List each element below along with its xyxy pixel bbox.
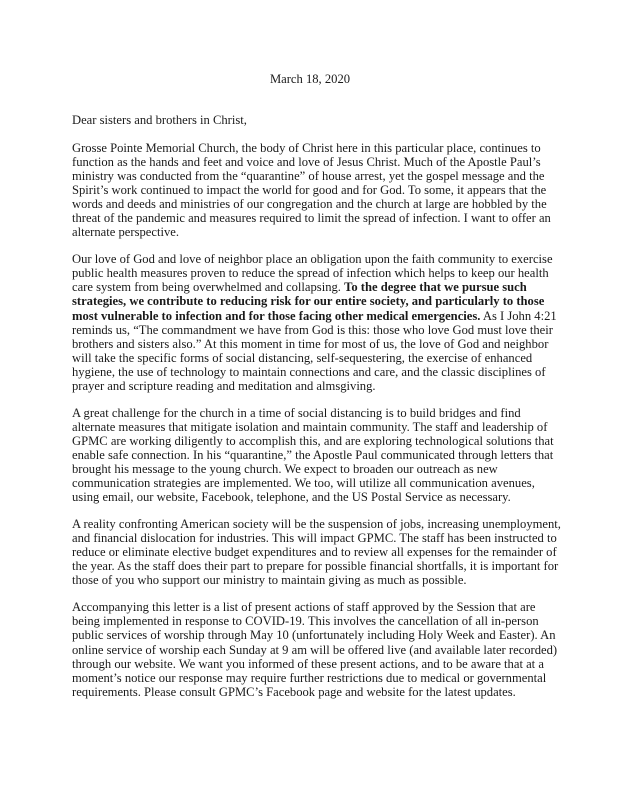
text-line: Accompanying this letter is a list of present actions of staff approved by the Session that are (72, 600, 536, 615)
text-line: online service of worship each Sunday at 9 am will be offered live (and available later recorded) (72, 642, 558, 657)
text-line: those of you who support our ministry to maintain giving as much as possible. (72, 573, 467, 588)
text-line: A reality confronting American society will be the suspension of jobs, increasing unemployment, (72, 517, 561, 532)
text-line: hygiene, the use of technology to maintain connections and care, and the classic disciplines of (72, 364, 546, 379)
paragraph-social-distancing (72, 406, 552, 504)
letter-body (72, 141, 561, 712)
text-line (72, 308, 557, 323)
text-line: ministry was conducted from the “quarantine” of house arrest, yet the gospel message and the (72, 169, 545, 184)
paragraph-financial (72, 517, 561, 588)
text-line (72, 294, 552, 308)
text-line: words and deeds and ministries of our congregation and the church at large are hobbled by the (72, 197, 547, 212)
text-line: communication strategies are implemented. We too, will utilize all communication avenues, (72, 476, 535, 491)
paragraph-actions (72, 600, 558, 699)
text-line: reduce or eliminate elective budget expenditures and to review all expenses for the remainder of (72, 545, 557, 560)
text-line: moment’s notice our response may require further restrictions due to medical or governmental (72, 670, 547, 685)
text-line: and financial dislocation for industries. This will impact GPMC. The staff has been instructed to (72, 531, 557, 546)
text-line: will take the specific forms of social distancing, self-sequestering, the exercise of enhanced (72, 350, 533, 365)
text-line: alternate measures that mitigate isolation and maintain community. The staff and leadership of (72, 419, 548, 434)
text-line: being implemented in response to COVID-19. This involves the cancellation of all in-person (72, 614, 539, 629)
text-line: brought his message to the young church. We expect to broaden our outreach as new (72, 461, 498, 476)
text-line: requirements. Please consult GPMC’s Facebook page and website for the latest updates. (72, 684, 516, 699)
text-line: brothers and sisters also.” At this moment in time for most of us, the love of God and neighbor (72, 336, 549, 351)
text-run: As I John 4:21 (480, 308, 557, 323)
text-line: enable safe connection. In his “quarantine,” the Apostle Paul communicated through letters that (72, 447, 554, 462)
text-line: prayer and scripture reading and meditation and almsgiving. (72, 378, 376, 393)
paragraph-public-health (72, 252, 557, 393)
text-line: function as the hands and feet and voice and love of Jesus Christ. Much of the Apostle Paul’s (72, 155, 541, 170)
text-line: public health measures proven to reduce the spread of infection which helps to keep our health (72, 266, 549, 281)
bold-emphasis: To the degree that we pursue such (344, 280, 527, 295)
text-line: alternate perspective. (72, 225, 179, 240)
text-line: Spirit’s work continued to impact the world for good and for God. To some, it appears that the (72, 183, 547, 198)
text-line: Our love of God and love of neighbor place an obligation upon the faith community to exercise (72, 252, 553, 267)
text-run: care system from being overwhelmed and collapsing. (72, 280, 345, 295)
text-line: threat of the pandemic and measures required to limit the spread of infection. I want to offer an (72, 211, 551, 226)
text-line: A great challenge for the church in a time of social distancing is to build bridges and find (72, 405, 521, 420)
bold-emphasis: strategies, we contribute to reducing risk for our entire society, and particularly to those (72, 294, 545, 309)
bold-emphasis: most vulnerable to infection and for those facing other medical emergencies. (72, 308, 481, 323)
paragraph-intro (72, 141, 552, 239)
salutation: Dear sisters and brothers in Christ, (72, 113, 247, 127)
text-line: public services of worship through May 10 (unfortunately including Holy Week and Easter). An (72, 628, 556, 643)
text-line (72, 280, 552, 294)
text-line: reminds us, “The commandment we have from God is this: those who love God must love their (72, 322, 553, 337)
text-line: Grosse Pointe Memorial Church, the body of Christ here in this particular place, continues to (72, 141, 541, 155)
text-line: GPMC are working diligently to accomplish this, and are exploring technological solutions that (72, 433, 554, 448)
text-line: through our website. We want you informed of these present actions, and to be aware that at a (72, 656, 544, 671)
letter-date: March 18, 2020 (269, 72, 351, 86)
text-line: using email, our website, Facebook, telephone, and the US Postal Service as necessary. (72, 490, 511, 505)
text-line: the year. As the staff does their part to prepare for possible financial shortfalls, it is important for (72, 559, 559, 574)
